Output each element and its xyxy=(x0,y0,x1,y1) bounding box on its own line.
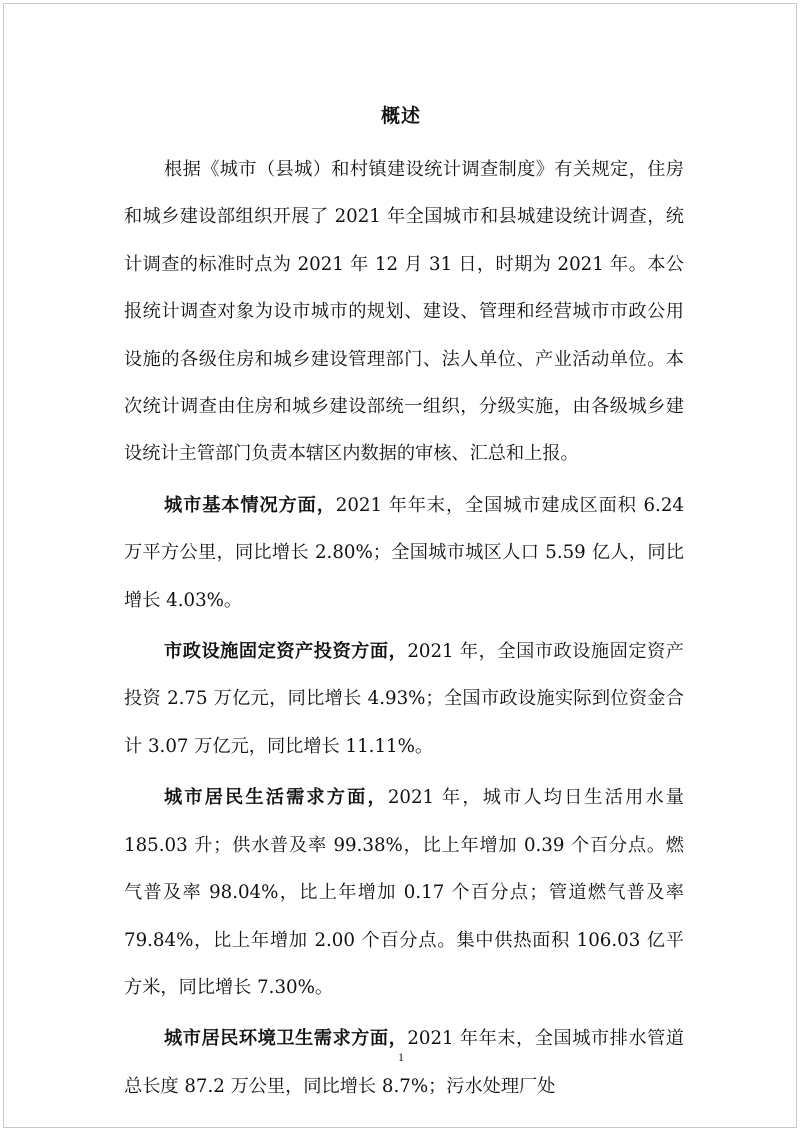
paragraph-overview xyxy=(124,146,684,478)
paragraph-text: 2021 年年末，全国城市排水管道总长度 87.2 万公里，同比增长 8.7%；污水处理厂处 xyxy=(124,1028,684,1097)
paragraph-lead: 城市居民生活需求方面， xyxy=(164,787,388,809)
paragraph-city-basics xyxy=(124,482,684,624)
paragraph-text: 2021 年年末，全国城市建成区面积 6.24 万平方公里，同比增长 2.80%；全国城市城区人口 5.59 亿人，同比增长 4.03%。 xyxy=(124,494,684,611)
paragraph-text: 2021 年，全国市政设施固定资产投资 2.75 万亿元，同比增长 4.93%；全国市政设施实际到位资金合计 3.07 万亿元，同比增长 11.11%。 xyxy=(124,641,684,757)
page-number: 1 xyxy=(398,1050,404,1064)
paragraph-text: 根据《城市（县城）和村镇建设统计调查制度》有关规定，住房和城乡建设部组织开展了 2021 年全国城市和县城建设统计调查，统计调查的标准时点为 2021 年 12 月 31 日，时期为 2021 年。本公报统计调查对象为设市城市的规划、建设、管理和经营城市市政公用设施的各级住房和城乡建设管理部门、法人单位、产业活动单位。本次统计调查由住房和城乡建设部统一组织，分级实施，由各级城乡建设统计主管部门负责本辖区内数据的审核、汇总和上报。 xyxy=(124,159,684,465)
document-body xyxy=(124,146,684,1114)
paragraph-municipal-investment xyxy=(124,628,684,770)
paragraph-text: 2021 年，城市人均日生活用水量 185.03 升；供水普及率 99.38%，比上年增加 0.39 个百分点。燃气普及率 98.04%，比上年增加 0.17 个百分点；管道燃气普及率 79.84%，比上年增加 2.00 个百分点。集中供热面积 106.03 亿平方米，同比增长 7.30%。 xyxy=(124,787,684,998)
paragraph-lead: 城市基本情况方面， xyxy=(164,494,336,516)
page-title: 概述 xyxy=(380,105,421,127)
paragraph-resident-needs xyxy=(124,774,684,1011)
paragraph-lead: 城市居民环境卫生需求方面， xyxy=(164,1028,408,1050)
paragraph-lead: 市政设施固定资产投资方面， xyxy=(164,641,408,663)
